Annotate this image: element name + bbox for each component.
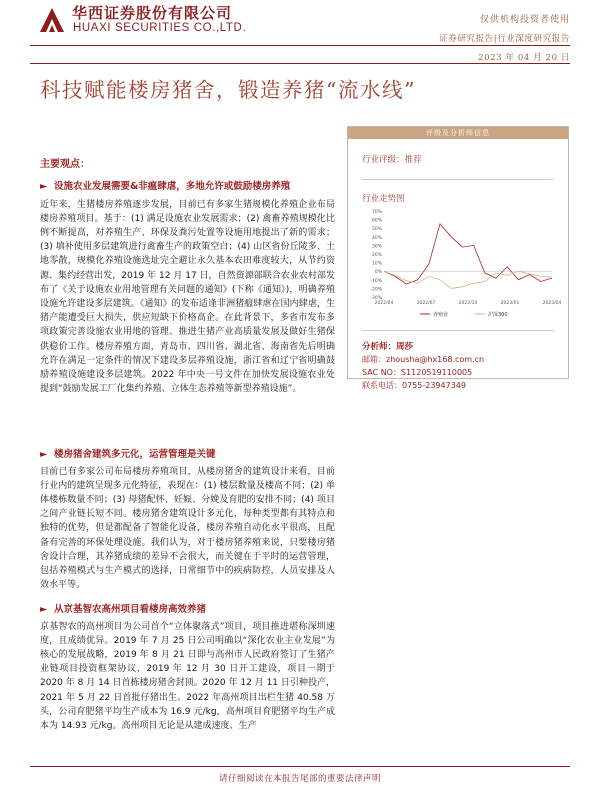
y-tick-label: 10% (371, 261, 382, 267)
section-body: 目前已有多家公司布局楼房养殖项目，从楼房猪舍的建筑设计来看，目前行业内的建筑呈现多元化特征，表现在：(1) 楼层数量及楼高不同；(2) 单体楼栋数量不同；(3) 母猪配怀、妊娠、分娩及育肥的安排不同；(4) 项目之间产业链长短不同。楼房猪舍建筑设计多元化，每种类型都有其特点和独特的优势，但是都配备了智能化设备，楼房养殖自动化水平很高，且配备有完善的环保处理设施。我们认为，对于楼房猪养殖来说，只要楼房猪舍设计合理，其养猪成绩的差异不会很大，而关键在于平时的运营管理，包括养殖模式与生产模式的选择，日常细节中的疾病防控，人员安排及人效水平等。 (40, 466, 335, 591)
triangle-bullet-icon: ► (40, 181, 48, 192)
y-tick-label: 60% (371, 218, 382, 224)
y-tick-label: 20% (371, 253, 382, 258)
page-header (0, 0, 600, 70)
section-title: ► 楼房猪舍建筑多元化，运营管理是关键 (40, 449, 216, 460)
y-tick-label: 40% (371, 235, 382, 241)
section-jingji (40, 603, 335, 733)
legal-notice: 请仔细阅读在本报告尾部的重要法律声明 (218, 774, 381, 784)
legend-label: 养殖业 (433, 312, 449, 318)
sidebar-divider (362, 330, 554, 331)
section-body: 近年来，生猪楼房养殖逐步发展，目前已有多家生猪规模化养殖企业布局楼房养殖项目。基于：(1) 满足设施农业发展需求；(2) 禽畜养殖规模化比例不断提高，对养殖生产、环保及粪污处置等设施用地提出了新的需求；(3) 填补使用多层建筑进行禽畜生产的政策空白；(4) 山区省份丘陵多、土地零散，规模化养殖设施选址完全避让永久基本农田难度较大，从节约资源、集约经营出发，2019 年 12 月 17 日，自然资源部联合农业农村部发布了《关于设施农业用地管理有关问题的通知》(下称《通知》)，明确养殖设施允许建设多层建筑。《通知》的发布适逢非洲猪瘟肆虐在国内肆虐，生猪产能遭受巨大损失，供应短缺下价格高企。在此背景下，多省市发布多项政策完善设施农业用地的管理、推进生猪产业高质量发展及做好生猪保供稳价工作。楼房养殖方面，青岛市、四川省、湖北省、海南省先后明确允许在满足一定条件的情况下建设多层养殖设施，浙江省和辽宁省明确鼓励养殖设施建设多层建筑。2022 年中央一号文件在加快发展设施农业处提到“鼓励发展工厂化集约养殖、立体生态养殖等新型养殖设施”。 (40, 199, 335, 395)
x-tick-label: 2023/01 (500, 301, 520, 306)
industry-trend-chart (362, 207, 562, 319)
rating-sidebar (347, 126, 569, 390)
y-tick-label: 0% (374, 270, 382, 276)
footer-divider (30, 766, 570, 767)
brand-name-en: HUAXI SECURITIES CO.,LTD. (73, 22, 247, 34)
analyst-phone: 联系电话：0755-23947349 (362, 381, 466, 390)
main-points-heading: 主要观点： (40, 159, 90, 170)
section-title: ► 从京基智农高州项目看楼房高效养猪 (40, 604, 207, 615)
section-building (40, 448, 335, 592)
huaxi-logo-icon (38, 6, 66, 34)
y-tick-label: 50% (371, 227, 382, 233)
report-title: 科技赋能楼房猪舍，锻造养猪“流水线” (40, 78, 416, 102)
x-tick-label: 2022/10 (458, 301, 478, 306)
series-line (384, 271, 552, 288)
audience-tagline: 仅供机构投资者使用 (479, 15, 570, 25)
section-policy (40, 180, 335, 396)
analyst-email: 邮箱：zhousha@hx168.com.cn (362, 355, 485, 364)
analyst-name: 分析师：周莎 (362, 342, 414, 352)
y-tick-label: 70% (371, 210, 382, 215)
section-body: 京基智农的高州项目为公司首个“立体聚落式”项目，项目推进堪称深圳速度，且成绩优异。2019 年 7 月 25 日公司明确以“深化农业主业发展”为核心的发展战略，2019 年 8 月 21 日即与高州市人民政府签订了生猪产业链项目投资框架协议，2019 年 12 月 30 日开工建设，项目一期于 2020 年 8 月 14 日首栋楼房猪舍封顶。2020 年 12 月 11 日引种投产，2021 年 5 月 22 日首批仔猪出生。2022 年高州项目出栏生猪 40.58 万头，公司育肥猪平均生产成本为 16.9 元/kg，高州项目育肥猪平均生产成本为 14.93 元/kg。高州项目无论是从建成速度、生产 (40, 621, 335, 731)
triangle-bullet-icon: ► (40, 449, 48, 460)
analyst-sac: SAC NO：S1120519110005 (362, 368, 473, 377)
report-date: 2023 年 04 月 20 日 (478, 53, 570, 63)
brand-name-cn: 华西证券股份有限公司 (72, 4, 233, 22)
y-tick-label: -20% (370, 287, 382, 293)
y-tick-label: -10% (370, 278, 382, 284)
report-type: 证券研究报告|行业深度研究报告 (439, 34, 570, 44)
y-tick-label: -30% (370, 296, 382, 301)
x-tick-label: 2022/07 (416, 301, 436, 306)
chart-title: 行业走势图 (362, 194, 405, 204)
header-divider-top (30, 45, 570, 46)
section-title: ► 设施农业发展需要&非瘟肆虐，多地允许或鼓励楼房养殖 (40, 181, 291, 192)
industry-rating: 行业评级：推荐 (362, 155, 422, 165)
series-line (384, 224, 552, 284)
sidebar-divider (362, 179, 554, 180)
triangle-bullet-icon: ► (40, 604, 48, 615)
y-tick-label: 30% (371, 244, 382, 250)
sidebar-header: 评级及分析师信息 (348, 127, 568, 139)
x-tick-label: 2022/04 (374, 301, 394, 306)
x-tick-label: 2023/04 (542, 301, 562, 306)
legend-label: 沪深300 (488, 312, 508, 318)
header-divider-bottom (30, 63, 570, 64)
